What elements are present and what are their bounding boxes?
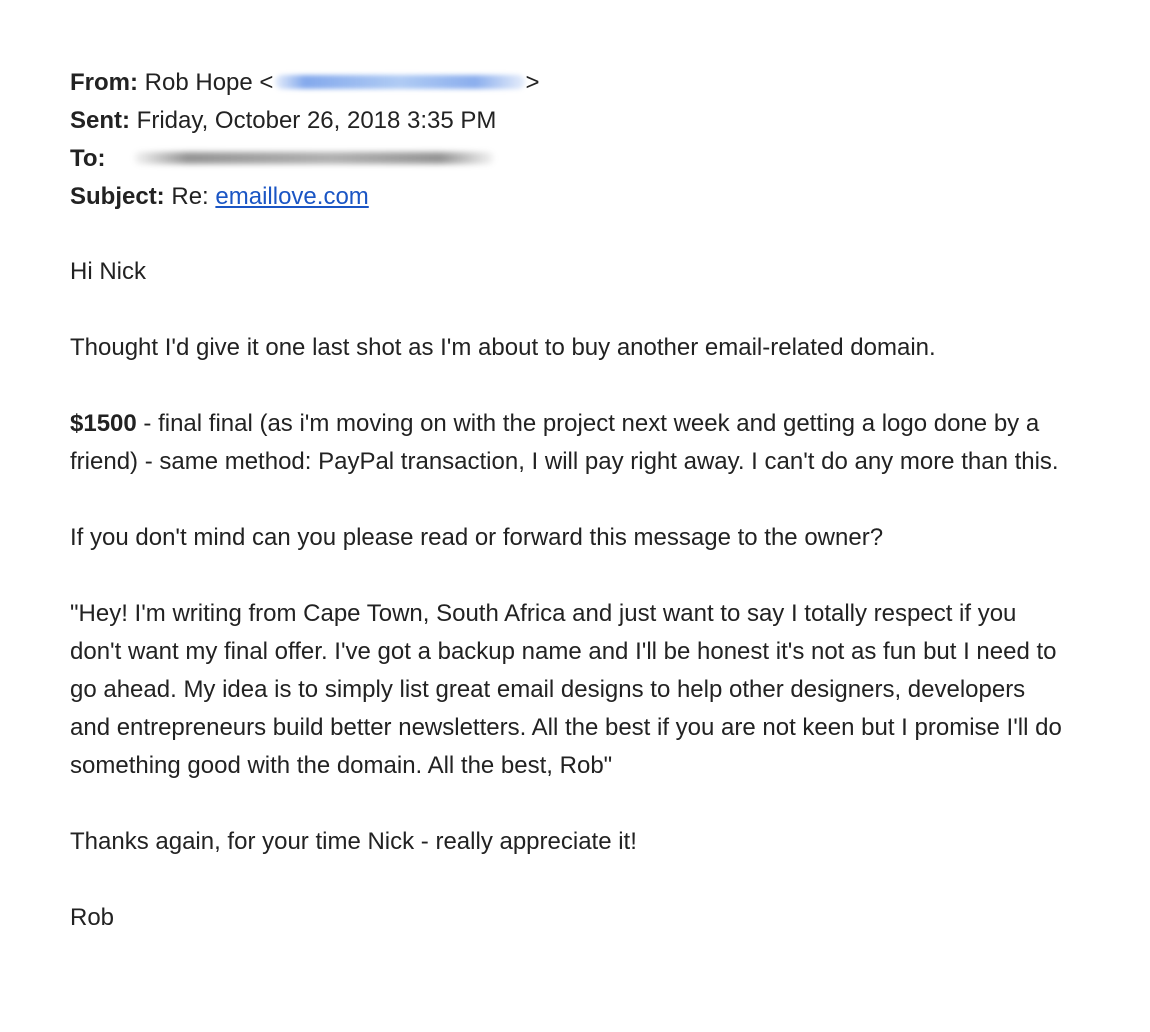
email-body: [70, 253, 1120, 937]
to-label: To:: [70, 145, 106, 172]
sender-name: Rob Hope: [144, 69, 253, 96]
offer-details: - final final (as i'm moving on with the project next week and getting a logo done by a friend) - same method: PayPal transaction, I will pay right away. I can't do any more than this.: [70, 410, 1059, 475]
sent-label: Sent:: [70, 107, 130, 134]
paragraph-offer: [70, 405, 1070, 481]
email-headers: [70, 64, 1120, 216]
sent-line: [70, 102, 1120, 140]
subject-line: [70, 178, 1120, 216]
sent-date: Friday, October 26, 2018 3:35 PM: [136, 107, 497, 134]
from-label: From:: [70, 69, 138, 96]
paragraph-last-shot: Thought I'd give it one last shot as I'm about to buy another email-related domain.: [70, 334, 936, 361]
subject-label: Subject:: [70, 183, 165, 210]
to-line: [70, 140, 1120, 178]
sender-address-open: <: [259, 69, 274, 96]
paragraph-forward-request: If you don't mind can you please read or forward this message to the owner?: [70, 524, 884, 551]
from-line: [70, 64, 1120, 102]
sender-address-close: >: [525, 69, 540, 96]
subject-prefix: Re:: [171, 183, 209, 210]
email-message: [70, 64, 1120, 975]
signature: Rob: [70, 904, 115, 931]
paragraph-thanks: Thanks again, for your time Nick - really appreciate it!: [70, 828, 637, 855]
subject-domain-link[interactable]: emaillove.com: [215, 183, 369, 210]
redacted-recipient: [134, 152, 494, 164]
paragraph-quoted-message: "Hey! I'm writing from Cape Town, South Africa and just want to say I totally respect if you don't want my final offer. I've got a backup name and I'll be honest it's not as fun but I need to go ahead. My idea is to simply list great email designs to help other designers, developers and entrepreneurs build better newsletters. All the best if you are not keen but I promise I'll do something good with the domain. All the best, Rob": [70, 600, 1062, 779]
offer-amount: $1500: [70, 410, 137, 437]
redacted-sender-address: [275, 75, 525, 89]
greeting: Hi Nick: [70, 258, 146, 285]
